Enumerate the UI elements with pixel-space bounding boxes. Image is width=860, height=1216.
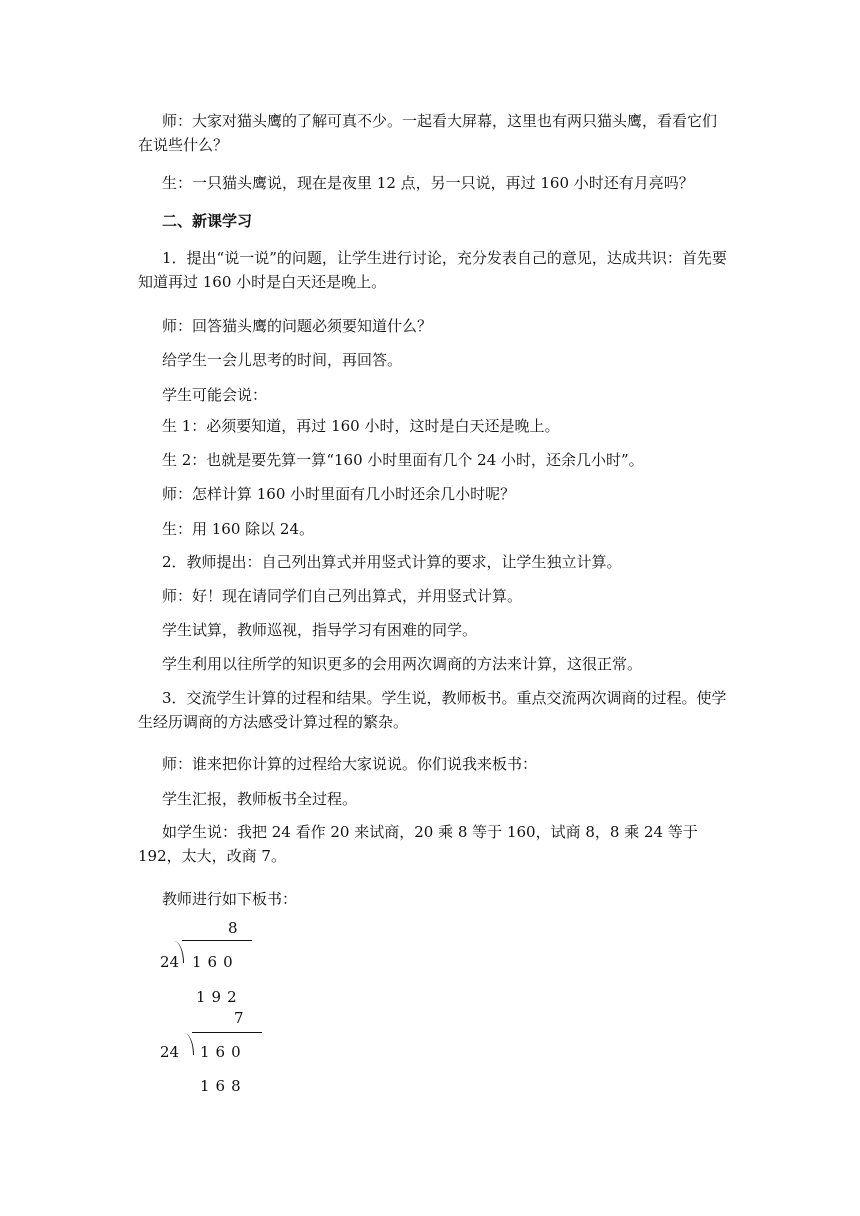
paragraph-two-adjustments: 学生利用以往所学的知识更多的会用两次调商的方法来计算，这很正常。 [162,655,643,673]
paragraph-student-owl-moon: 生：一只猫头鹰说，现在是夜里 12 点，另一只说，再过 160 小时还有月亮吗？ [162,174,694,192]
paragraph-student-1: 生 1：必须要知道，再过 160 小时，这时是白天还是晚上。 [162,417,560,435]
division-2-rule [192,1032,262,1033]
paragraph-teacher-question: 师：回答猫头鹰的问题必须要知道什么？ [162,317,433,335]
paragraph-students-try: 学生试算，教师巡视，指导学习有困难的同学。 [162,621,478,639]
division-2-divisor: 24 [160,1043,180,1061]
division-2-quotient: 7 [234,1009,250,1027]
paragraph-students-may-say: 学生可能会说： [162,386,268,404]
paragraph-teacher-how: 师：怎样计算 160 小时里面有几小时还余几小时呢？ [162,485,516,503]
division-1-rule [182,940,252,941]
division-2-bracket [184,1033,194,1055]
division-2-product: 168 [200,1077,247,1095]
paragraph-student-2: 生 2：也就是要先算一算“160 小时里面有几个 24 小时，还余几小时”。 [162,451,644,469]
paragraph-step-3: 3．交流学生计算的过程和结果。学生说，教师板书。重点交流两次调商的过程。使学生经历调商的方法感受计算过程的繁杂。 [138,689,727,731]
paragraph-teacher-owl-screen: 师：大家对猫头鹰的了解可真不少。一起看大屏幕，这里也有两只猫头鹰，看看它们在说些什么？ [138,112,718,154]
paragraph-think-time: 给学生一会儿思考的时间，再回答。 [162,351,403,369]
division-1-dividend: 160 [192,953,239,971]
division-1-quotient: 8 [228,919,244,937]
paragraph-example-student: 如学生说：我把 24 看作 20 来试商，20 乘 8 等于 160，试商 8，8 乘 24 等于 192，太大，改商 7。 [138,823,698,865]
section-heading-new-lesson: 二、新课学习 [162,212,253,230]
division-2-dividend: 160 [200,1043,247,1061]
paragraph-step-2: 2．教师提出：自己列出算式并用竖式计算的要求，让学生独立计算。 [162,553,622,571]
paragraph-teacher-good: 师：好！现在请同学们自己列出算式，并用竖式计算。 [162,587,523,605]
paragraph-step-1: 1．提出“说一说”的问题，让学生进行讨论，充分发表自己的意见，达成共识：首先要知道再过 160 小时是白天还是晚上。 [138,249,727,291]
paragraph-teacher-who: 师：谁来把你计算的过程给大家说说。你们说我来板书： [162,755,538,773]
paragraph-student-divide: 生：用 160 除以 24。 [162,520,315,538]
paragraph-students-report: 学生汇报，教师板书全过程。 [162,790,358,808]
paragraph-board-intro: 教师进行如下板书： [162,890,298,908]
division-1-product: 192 [196,988,243,1006]
division-1-divisor: 24 [160,953,180,971]
